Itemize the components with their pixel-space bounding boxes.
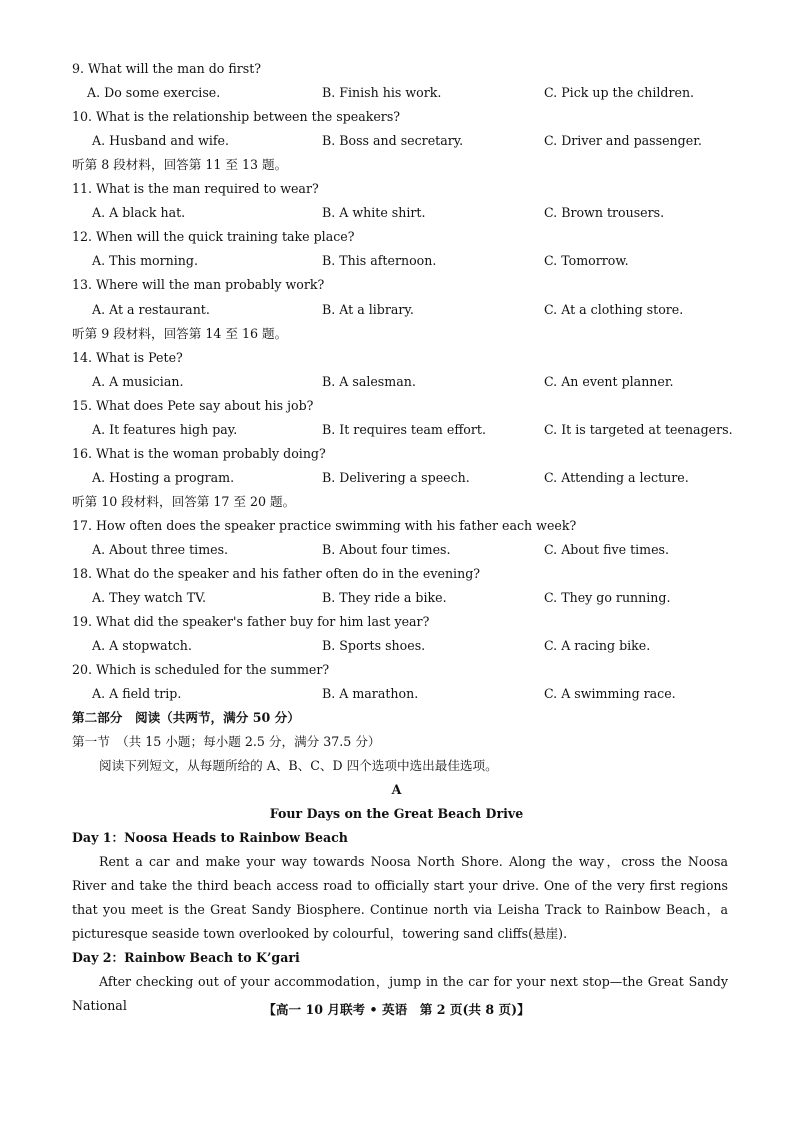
q19-option-c: C. A racing bike. [544, 638, 651, 653]
q13-option-b: B. At a library. [322, 302, 414, 317]
q20-option-a: A. A field trip. [92, 686, 182, 701]
day-2-heading: Day 2：Rainbow Beach to K’gari [72, 950, 300, 965]
question-14: 14. What is Pete? [72, 350, 183, 365]
q16-option-b: B. Delivering a speech. [322, 470, 470, 485]
page-footer: 【高一 10 月联考 • 英语 第 2 页(共 8 页)】 [263, 1002, 530, 1017]
day-1-heading: Day 1：Noosa Heads to Rainbow Beach [72, 830, 348, 845]
q18-option-a: A. They watch TV. [92, 590, 206, 605]
question-20: 20. Which is scheduled for the summer? [72, 662, 330, 677]
section-10-instruction: 听第 10 段材料，回答第 17 至 20 题。 [72, 494, 296, 509]
q18-option-b: B. They ride a bike. [322, 590, 447, 605]
q13-option-c: C. At a clothing store. [544, 302, 684, 317]
q9-option-b: B. Finish his work. [322, 85, 442, 100]
q12-option-b: B. This afternoon. [322, 253, 437, 268]
question-10: 10. What is the relationship between the speakers? [72, 109, 401, 124]
q19-option-b: B. Sports shoes. [322, 638, 426, 653]
section-8-instruction: 听第 8 段材料，回答第 11 至 13 题。 [72, 157, 288, 172]
part-2-section-1: 第一节 （共 15 小题；每小题 2.5 分，满分 37.5 分） [72, 734, 381, 749]
day-2-paragraph: After checking out of your accommodation，jump in the car for your next stop—the Great Sandy National [72, 974, 728, 1013]
q19-option-a: A. A stopwatch. [92, 638, 192, 653]
q13-option-a: A. At a restaurant. [92, 302, 210, 317]
q18-option-c: C. They go running. [544, 590, 671, 605]
question-12: 12. When will the quick training take place? [72, 229, 355, 244]
question-19: 19. What did the speaker's father buy for him last year? [72, 614, 430, 629]
q15-option-a: A. It features high pay. [92, 422, 238, 437]
question-18: 18. What do the speaker and his father often do in the evening? [72, 566, 481, 581]
q12-option-c: C. Tomorrow. [544, 253, 629, 268]
part-2-instruction: 阅读下列短文，从每题所给的 A、B、C、D 四个选项中选出最佳选项。 [99, 758, 498, 773]
question-17: 17. How often does the speaker practice swimming with his father each week? [72, 518, 577, 533]
q12-option-a: A. This morning. [92, 253, 198, 268]
q11-option-b: B. A white shirt. [322, 205, 426, 220]
section-9-instruction: 听第 9 段材料，回答第 14 至 16 题。 [72, 326, 288, 341]
q9-option-a: A. Do some exercise. [87, 85, 221, 100]
q17-option-b: B. About four times. [322, 542, 451, 557]
q20-option-b: B. A marathon. [322, 686, 419, 701]
q9-option-c: C. Pick up the children. [544, 85, 695, 100]
q15-option-c: C. It is targeted at teenagers. [544, 422, 733, 437]
q11-option-c: C. Brown trousers. [544, 205, 665, 220]
passage-letter: A [391, 782, 402, 797]
passage-title: Four Days on the Great Beach Drive [269, 806, 524, 821]
question-9: 9. What will the man do first? [72, 61, 262, 76]
question-15: 15. What does Pete say about his job? [72, 398, 314, 413]
q10-option-b: B. Boss and secretary. [322, 133, 464, 148]
question-11: 11. What is the man required to wear? [72, 181, 319, 196]
q14-option-c: C. An event planner. [544, 374, 674, 389]
q17-option-a: A. About three times. [92, 542, 229, 557]
q10-option-a: A. Husband and wife. [92, 133, 230, 148]
q20-option-c: C. A swimming race. [544, 686, 676, 701]
part-2-title: 第二部分 阅读（共两节，满分 50 分） [72, 710, 300, 725]
q14-option-b: B. A salesman. [322, 374, 416, 389]
q16-option-c: C. Attending a lecture. [544, 470, 689, 485]
q14-option-a: A. A musician. [92, 374, 184, 389]
q11-option-a: A. A black hat. [92, 205, 186, 220]
q15-option-b: B. It requires team effort. [322, 422, 486, 437]
q16-option-a: A. Hosting a program. [92, 470, 235, 485]
q17-option-c: C. About five times. [544, 542, 670, 557]
day-1-paragraph: Rent a car and make your way towards Noosa North Shore. Along the way，cross the Noosa River and take the third beach access road to officially start your drive. One of the very first regions that you meet is the Great Sandy Biosphere. Continue north via Leisha Track to Rainbow Beach，a picturesque seaside town overlooked by colourful，towering sand cliffs(悬崖). [72, 854, 728, 941]
question-13: 13. Where will the man probably work? [72, 277, 325, 292]
question-16: 16. What is the woman probably doing? [72, 446, 326, 461]
q10-option-c: C. Driver and passenger. [544, 133, 702, 148]
